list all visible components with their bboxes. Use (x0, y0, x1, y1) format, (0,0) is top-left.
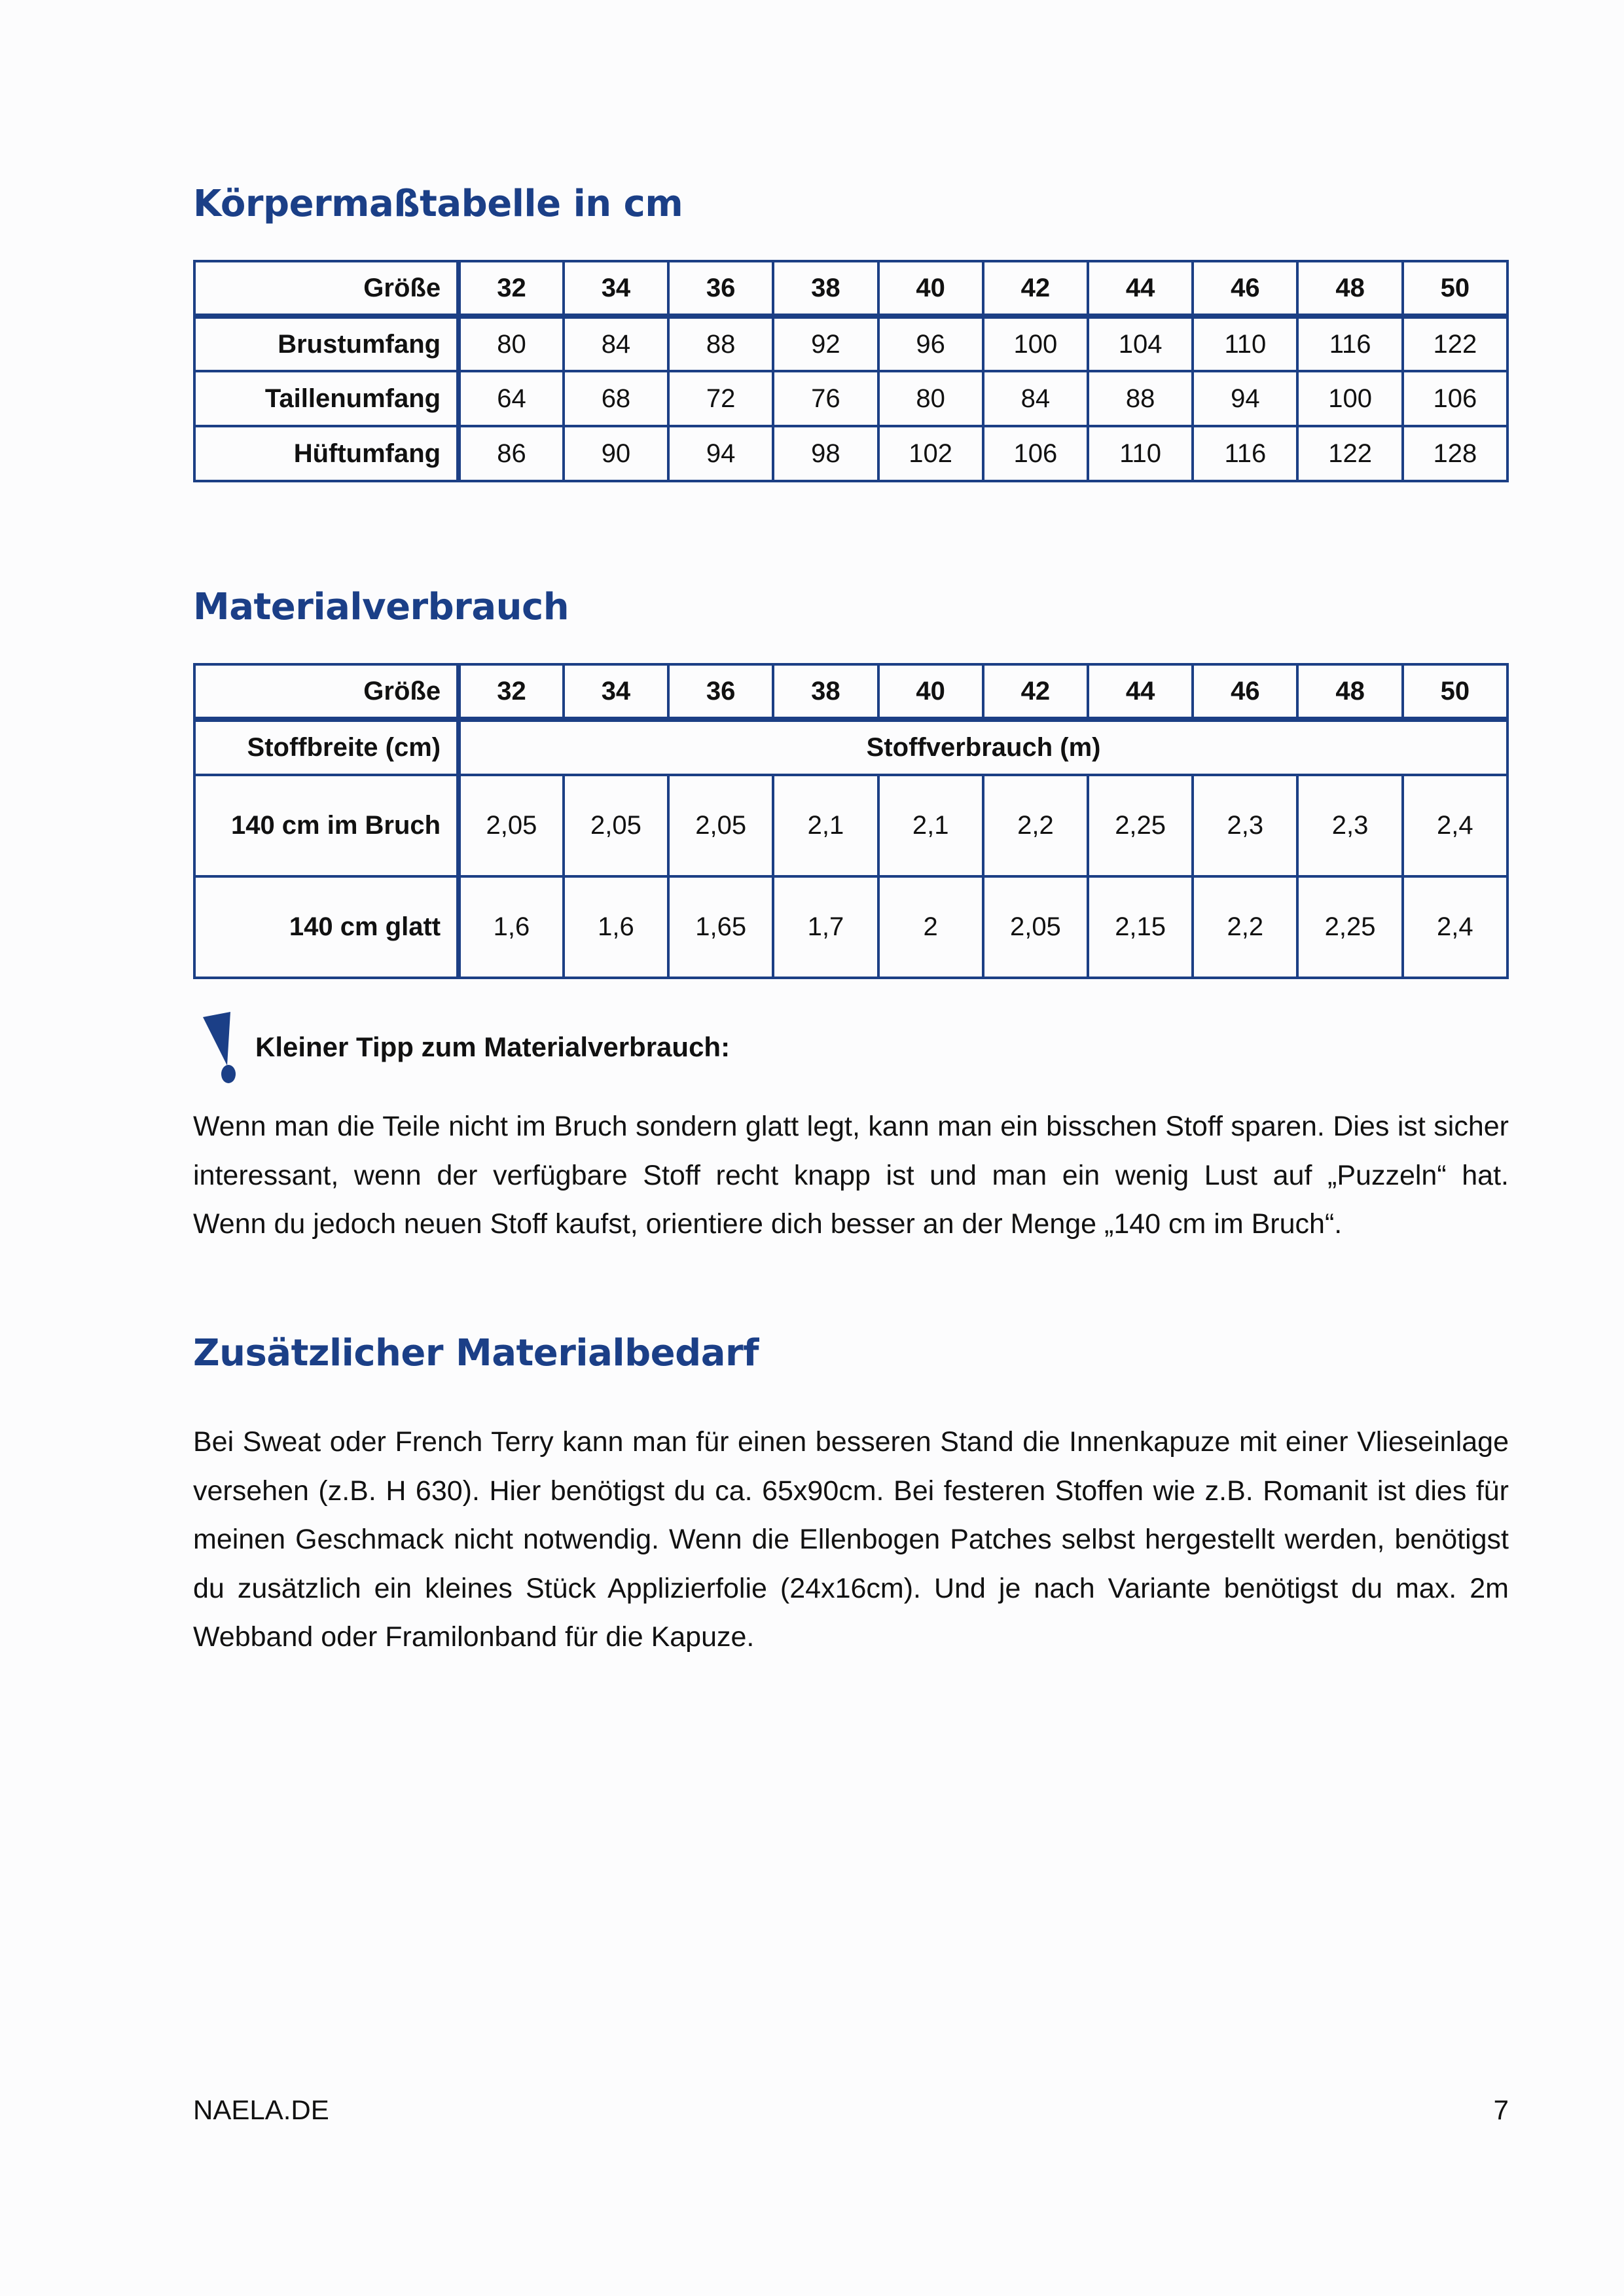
table-cell: 88 (1088, 371, 1193, 426)
table-cell: 68 (564, 371, 668, 426)
size-header: 44 (1088, 664, 1193, 719)
table-cell: 2,1 (773, 775, 878, 876)
fabric-usage-span-header: Stoffverbrauch (m) (459, 719, 1507, 775)
row-label: 140 cm im Bruch (194, 775, 459, 876)
text-line: du zusätzlich ein kleines Stück Applizierfolie (24x16cm). Und je nach Variante benötigst du max. 2m (193, 1572, 1509, 1604)
table-cell: 116 (1297, 316, 1402, 371)
text-line: Wenn du jedoch neuen Stoff kaufst, orientiere dich besser an der Menge „140 cm im Bruch“. (193, 1208, 1343, 1240)
size-header: 46 (1193, 261, 1297, 316)
text-line: interessant, wenn der verfügbare Stoff recht knapp ist und man ein wenig Lust auf „Puzzeln“ hat. (193, 1159, 1509, 1191)
table-cell: 94 (1193, 371, 1297, 426)
size-header: 36 (668, 261, 773, 316)
size-header: 42 (983, 664, 1088, 719)
table-cell: 1,7 (773, 876, 878, 978)
size-header: 40 (878, 261, 983, 316)
table-cell: 84 (564, 316, 668, 371)
table-subheader-row (194, 719, 1507, 775)
table-row (194, 371, 1507, 426)
table-cell: 122 (1297, 426, 1402, 481)
size-header: 38 (773, 664, 878, 719)
table-cell: 100 (1297, 371, 1402, 426)
table-row (194, 775, 1507, 876)
table-cell: 2 (878, 876, 983, 978)
table-cell: 2,2 (1193, 876, 1297, 978)
row-label: Größe (194, 664, 459, 719)
table-cell: 2,05 (459, 775, 564, 876)
table-cell: 98 (773, 426, 878, 481)
size-header: 46 (1193, 664, 1297, 719)
table-cell: 2,2 (983, 775, 1088, 876)
size-header: 32 (459, 664, 564, 719)
table-cell: 94 (668, 426, 773, 481)
table-header-row (194, 664, 1507, 719)
table-cell: 100 (983, 316, 1088, 371)
size-header: 44 (1088, 261, 1193, 316)
table-cell: 80 (459, 316, 564, 371)
section-title-material-usage: Materialverbrauch (193, 586, 569, 628)
table-cell: 2,25 (1088, 775, 1193, 876)
table-cell: 96 (878, 316, 983, 371)
row-label: Taillenumfang (194, 371, 459, 426)
size-header: 48 (1297, 664, 1402, 719)
table-cell: 2,05 (564, 775, 668, 876)
text-line: Bei Sweat oder French Terry kann man für einen besseren Stand die Innenkapuze mit einer Vlieseinlage (193, 1426, 1509, 1458)
section-title-additional-material: Zusätzlicher Materialbedarf (193, 1332, 759, 1374)
text-line: Wenn man die Teile nicht im Bruch sondern glatt legt, kann man ein bisschen Stoff sparen. Dies ist sicher (193, 1111, 1509, 1142)
table-cell: 86 (459, 426, 564, 481)
table-cell: 1,65 (668, 876, 773, 978)
size-header: 50 (1403, 261, 1507, 316)
row-label: Größe (194, 261, 459, 316)
table-cell: 106 (1403, 371, 1507, 426)
fabric-width-label: Stoffbreite (cm) (194, 719, 459, 775)
text-line: versehen (z.B. H 630). Hier benötigst du ca. 65x90cm. Bei festeren Stoffen wie z.B. Romanit ist dies für (193, 1475, 1509, 1507)
table-cell: 2,4 (1403, 775, 1507, 876)
footer-site: NAELA.DE (193, 2094, 329, 2125)
table-cell: 2,1 (878, 775, 983, 876)
size-header: 50 (1403, 664, 1507, 719)
text-line: Webband oder Framilonband für die Kapuze. (193, 1621, 755, 1653)
row-label: Brustumfang (194, 316, 459, 371)
table-cell: 1,6 (459, 876, 564, 978)
table-cell: 64 (459, 371, 564, 426)
row-label: 140 cm glatt (194, 876, 459, 978)
table-cell: 122 (1403, 316, 1507, 371)
text-line: meinen Geschmack nicht notwendig. Wenn die Ellenbogen Patches selbst hergestellt werden, benötigst (193, 1524, 1509, 1555)
table-cell: 2,3 (1193, 775, 1297, 876)
table-cell: 88 (668, 316, 773, 371)
size-header: 36 (668, 664, 773, 719)
table-cell: 110 (1193, 316, 1297, 371)
table-cell: 110 (1088, 426, 1193, 481)
table-cell: 80 (878, 371, 983, 426)
table-cell: 2,4 (1403, 876, 1507, 978)
table-cell: 84 (983, 371, 1088, 426)
size-header: 32 (459, 261, 564, 316)
table-cell: 106 (983, 426, 1088, 481)
size-header: 34 (564, 261, 668, 316)
table-cell: 102 (878, 426, 983, 481)
table-cell: 2,3 (1297, 775, 1402, 876)
tip-callout (196, 1008, 730, 1083)
table-cell: 90 (564, 426, 668, 481)
table-cell: 76 (773, 371, 878, 426)
row-label: Hüftumfang (194, 426, 459, 481)
table-cell: 2,25 (1297, 876, 1402, 978)
table-cell: 1,6 (564, 876, 668, 978)
body-measurements-table (193, 260, 1509, 482)
table-row (194, 426, 1507, 481)
size-header: 34 (564, 664, 668, 719)
size-header: 48 (1297, 261, 1402, 316)
table-row (194, 876, 1507, 978)
table-cell: 2,05 (983, 876, 1088, 978)
table-cell: 72 (668, 371, 773, 426)
table-cell: 116 (1193, 426, 1297, 481)
tip-paragraph (193, 1102, 1509, 1249)
page-number: 7 (1493, 2094, 1509, 2125)
material-usage-table (193, 663, 1509, 979)
section-title-body-measurements: Körpermaßtabelle in cm (193, 183, 683, 225)
size-header: 40 (878, 664, 983, 719)
exclamation-icon (196, 1008, 236, 1083)
tip-label: Kleiner Tipp zum Materialverbrauch: (255, 1031, 731, 1062)
additional-paragraph (193, 1418, 1509, 1662)
size-header: 42 (983, 261, 1088, 316)
size-header: 38 (773, 261, 878, 316)
table-header-row (194, 261, 1507, 316)
table-row (194, 316, 1507, 371)
table-cell: 92 (773, 316, 878, 371)
table-cell: 2,05 (668, 775, 773, 876)
table-cell: 2,15 (1088, 876, 1193, 978)
table-cell: 128 (1403, 426, 1507, 481)
table-cell: 104 (1088, 316, 1193, 371)
